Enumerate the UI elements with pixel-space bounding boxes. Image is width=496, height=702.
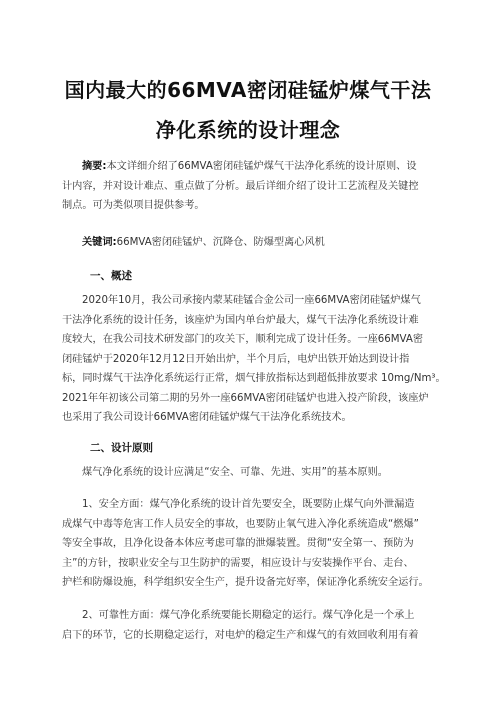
abstract-text-1: 本文详细介绍了66MVA密闭硅锰炉煤气干法净化系统的设计原则、设 — [106, 161, 417, 172]
abstract-paragraph — [62, 157, 434, 216]
document-title-line-2: 净化系统的设计理念 — [155, 118, 341, 142]
safety-paragraph — [62, 495, 434, 593]
safety-line-2: 成煤气中毒等危害工作人员安全的事故，也要防止氧气进入净化系统造成“燃爆” — [62, 518, 419, 530]
safety-line-1: 1、安全方面：煤气净化系统的设计首先要安全，既要防止煤气向外泄漏造 — [82, 499, 415, 510]
overview-line-2: 干法净化系统的设计任务，该座炉为国内单台炉最大，煤气干法净化系统设计难 — [62, 314, 419, 326]
section-overview-paragraph — [62, 291, 446, 428]
design-principles-intro — [62, 463, 434, 483]
safety-line-3: 等安全事故，且净化设备本体应考虑可靠的泄爆装置。贯彻“安全第一、预防为 — [62, 538, 414, 549]
abstract-line-3: 制点。可为类似项目提供参考。 — [62, 200, 205, 211]
keywords-line — [62, 233, 434, 253]
abstract-line-2: 计内容，并对设计难点、重点做了分析。最后详细介绍了设计工艺流程及关键控 — [62, 180, 419, 192]
abstract-label: 摘要: — [82, 161, 107, 172]
section-heading-overview: 一、概述 — [90, 270, 132, 282]
keywords-paragraph — [62, 233, 434, 253]
reliability-paragraph — [62, 606, 434, 645]
document-title-line-1: 国内最大的66MVA密闭硅锰炉煤气干法 — [64, 78, 432, 102]
overview-line-7: 也采用了我公司设计66MVA密闭硅锰炉煤气干法净化系统技术。 — [62, 412, 352, 423]
abstract-line-1 — [62, 157, 434, 177]
safety-line-4: 主”的方针，按职业安全与卫生防护的需要，相应设计与安装操作平台、走台、 — [62, 557, 414, 569]
reliability-line-2: 启下的环节，它的长期稳定运行，对电炉的稳定生产和煤气的有效回收利用有着 — [62, 629, 419, 641]
keywords-label: 关键词: — [82, 237, 117, 248]
keywords-text: 66MVA密闭硅锰炉、沉降仓、防爆型离心风机 — [116, 237, 325, 248]
overview-line-4: 闭硅锰炉于2020年12月12日开始出炉，半个月后，电炉出铁开始达到设计指 — [62, 353, 410, 365]
overview-line-3: 度较大，在我公司技术研发部门的攻关下，顺利完成了设计任务。一座66MVA密 — [62, 334, 424, 345]
reliability-line-1: 2、可靠性方面：煤气净化系统要能长期稳定的运行。煤气净化是一个承上 — [82, 610, 415, 621]
design-principles-intro-line: 煤气净化系统的设计应满足“安全、可靠、先进、实用”的基本原则。 — [82, 467, 388, 478]
overview-line-1: 2020年10月，我公司承接内蒙某硅锰合金公司一座66MVA密闭硅锰炉煤气 — [82, 295, 421, 306]
safety-line-5: 护栏和防爆设施，科学组织安全生产，提升设备完好率，保证净化系统安全运行。 — [62, 577, 429, 588]
overview-line-5: 标，同时煤气干法净化系统运行正常，烟气排放指标达到超低排放要求 10mg/Nm³。 — [62, 373, 446, 384]
overview-line-6: 2021年年初该公司第二期的另外一座66MVA密闭硅锰炉也进入投产阶段，该座炉 — [62, 392, 429, 404]
section-heading-design-principles: 二、设计原则 — [90, 442, 153, 454]
